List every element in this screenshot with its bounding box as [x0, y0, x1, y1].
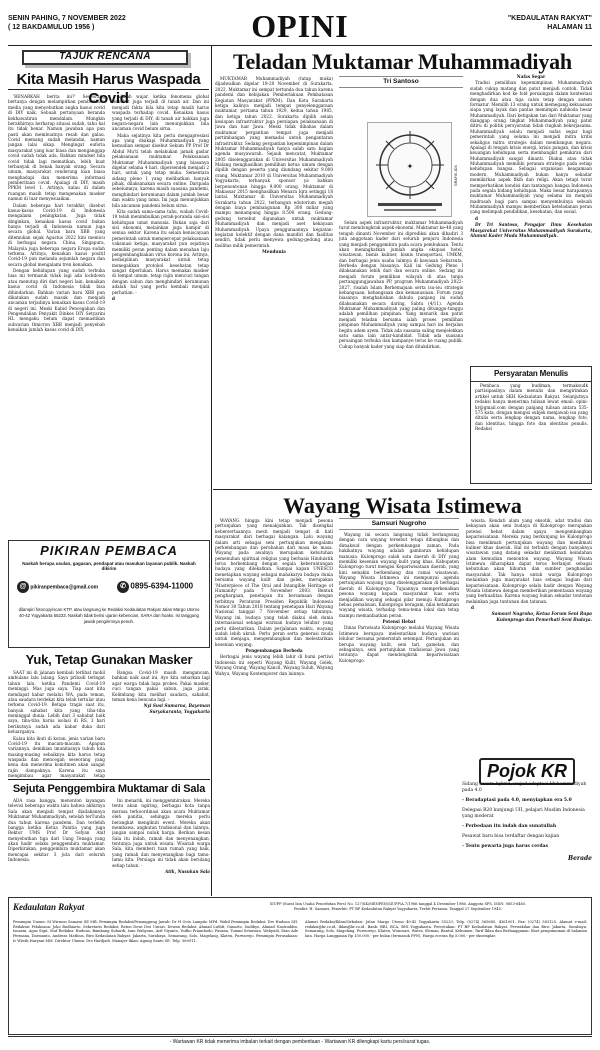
- section-divider: [213, 489, 592, 490]
- sala-column-2: [112, 798, 210, 892]
- impressum-right-text: Alamat Redaksi/Iklan/Sirkulasi: Jalan Margo Utomo 40-42 Yogyakarta 55233, Telp. (0274) 565685, 4361001. Fax: (0274) 563125. Alamat e-mail: redaksi@kr.co.id, iklan@kr.co.id. Bank: BRI, BCA, BNI Yogyakarta. Percetakan: PT BP Kedaulatan Rakyat. Perwakilan dan Biro: Jakarta, Surabaya, Semarang, Solo, Magelang, Purworejo, Klaten, Wonosari, Wates, Sleman, Bantul, Kebumen. Tarif Iklan dan Berlangganan: lihat pengumuman di halaman lain. Harga Langganan Rp 150.000,- per bulan (termasuk PPN). Harga eceran Rp 5.000,- per eksemplar.: [305, 920, 587, 939]
- masker-paragraph: SAAT ini di jalanan kembali terlihat mobil ambulans lalu lalang. Saya pribadi teringat tahun lalu, ketika Pandemi Covid-19 meninggi. Mas juga saya. Tiap saat kita mendapat kabar melalui WA, pada teman, atau saudara terdekat kita telah tertular atau terkena Covid-19. Betapa tragis saat itu, banyak sahabat kita yang tiba-tiba meninggal dunia. Lebih dari 3 sahabat baik saya, tiba-tiba harus isolasi di RS, 3 hari berikutnya sudah ada kabar duka dari keluarganya.: [8, 670, 105, 735]
- masthead-date-block: [8, 14, 126, 33]
- page-number: HALAMAN 11: [547, 24, 592, 32]
- muktamar-column-3: [470, 74, 592, 362]
- pikiran-contacts: [17, 581, 203, 599]
- muktamar-paragraph: Tradisi pemilihan kepemimpinan Muhammadiyah sudah cukup matang dan patut menjadi contoh. Tidak menghadirkan kod ke fold persaingan dalam kontestasi dengan dua atau tiga calon tetap dengan sistem formatur. Memilih 13 orang untuk memegang kekuasaan siapa yang layak dan pantas memimpin nahkoda besar Muhammadiyah. Dari ketigakan tan dari Muktamar yang dianggap orang tingkat Muhammadiyah yang patut ditiru di politik persyaratan tidak ringkah bekerjasama. Muhammadiyah selalu menjadi nafas segar bagi pemerintah yang selama ini menjadi mitra kritis sekaligus mitra strategis dalam membangun negara. Apalagi di tengah krisis energi, krisis pangan, dan krisis keuangan kehidupan serta membangkit pemikiran dari Muhammadiyah sangat dinanti. Diakui atau tidak Muhammadiyah memiliki peranan strategis pada setiap kehidupan bangsa. Sebagai organisasi keagamaan modern, Muhammadiyah bukan hanya sekadar memikirkan aspek fikih dan religi. Akan tetapi turut memperhatikan kondisi dan tantangan bangsa Indonesia pada segala bidang kehidupan. Maka besar harapannya muktamar Muhammadiyah yang selama ini menjadi madrasah bagi para sampai menyembulnya sebuah Muhammadiyah mampu memberikan keteladanan peran yang melimpah pendidikan, kesehatan, dan sosial.: [470, 80, 592, 215]
- wisata-byline: Samsuri Nugroho: [339, 518, 459, 530]
- pojok-answer: - Perbedaan itu indah dan sunatullah: [462, 824, 557, 830]
- wisata-end-mark: d: [471, 605, 474, 610]
- whatsapp-icon: ✆: [117, 581, 129, 593]
- masker-column-1: [8, 670, 105, 778]
- impressum-siupp: SIUPP (Surat Izin Usaha Penerbitan Pers) No. 127/SK/MENPEN/SIUPP/A.7/1986 tanggal 4 Desember 1986. Anggota SPS, ISSN: 0853-6465.: [269, 902, 527, 906]
- masker-headline: Yuk, Tetap Gunakan Masker: [25, 652, 193, 667]
- photo-credit: GRAFIS JOS: [454, 165, 458, 186]
- muktamar-end-mark: d: [475, 215, 478, 221]
- wisata-paragraph: WAYANG hingga kini tetap menjadi pesona pertunjukan yang menakjubkan. Tak disengkal kebersertaannya mesti menjadi tempat di hati masyarakat dari berbagai kalangan. Lalu wayang dalam arti sebagai seni pertunjukan mengalami perkembangan dan perubahan dari masa ke masa. Wayang pada awalnya merupakan kebutuhan pemenuhan spiritual religius yang berbasis Hinduistik terus berkembang dengan segala keberuntungan budaya yang dilekatkan. Sampai kapan UNESCO menetapkan wayang sebagai mahakarya budaya dunia bersama wayang kulit dan golek, merupakan 'Masterpiece of The Oral and Intangible Heritage of Humanity' pada 7 November 2003. Bentuk penghargaan, penetapan itu bersamaan dengan terbitnya Peraturan Presiden Republik Indonesia Nomor 30 Tahun 2018 tentang penetapan Hari Wayang Nasional tanggal 7 November setiap tahunnya. Wayang ini, budaya yang telah diakui oleh dunia internasional sebagai warisan budaya leluhur yang perlu dilestarikan. Dalam perjalanan waktu, wayang sudah lebih akrab. Perlu peran serta generasi muda untuk menjaga, mengembangkan dan melestarikan kesenian wayang.: [215, 518, 333, 647]
- email-address: pikiranpembaca@gmail.com: [30, 584, 99, 591]
- email-contact[interactable]: [17, 581, 98, 593]
- impressum-left-text: Pemimpin Umum: M Wirmon Samawi SE MB. Pemimpin Redaksi/Penanggung Jawab: Dr H Octo Lampito MPd. Wakil Pemimpin Redaksi: Drs Hudono SH. Redaktur Pelaksana: Joko Budhiarto. Sekretaris Redaksi: Retno Dewi Dwi Untari. Dewan Redaksi: Ahmad Luthfi, Gunarto, Sudibyo, Ahmad Nasiruddin, Isnaeni, Agus Sigit. Staf Redaksi: Hudono, Bambang Suhardi, Isnu Wahyono, Arif Giyanto, Yudho Priambodo, Fauzan, Tommi Setiawan, Wahyudi, Dian Ade Permana, Darmanto, Andreas Mathius. Biro Kedaulatan Rakyat: Jakarta, Surabaya, Semarang, Solo, Magelang, Klaten, Purworejo. Pemimpin Perusahaan: Ir Wiwik Haryani MM. Direktur Utama: Drs Hardjadi. Manajer Iklan: Agung Santo SE. Telp. 560911.: [13, 920, 298, 943]
- persyaratan-title: Persyaratan Menulis: [471, 369, 591, 382]
- pojok-question: Pesawat baru bisa terdaftar dengan kajian: [462, 834, 560, 840]
- tajuk-paragraph: Maka sejatinya kita perlu mengapresiasi apa yang disikapi Muhammadiyah yang kemudian sempat disebut Sekum PP Prof Dr Abdul Mu'ti telah melakukan jamak gaslar pelaksanaan muktamar. Pelaksanaan Muktamar Muhammadiyah yang biasanya digelar selama 4 hari, dipersendek menjadi 2 hari, untuk yang tetap muka. Sementara sidang pleno I yang melibatkan banyak pihak, dilaksanakan secara online. Daripada sebelumnya, karena masih suasana pandemi, menghindari kerumunan dalam jumlah besar dan waktu yang lama. Ini juga menunjukkan bila ancaman pandemi belum sirna.: [112, 132, 209, 208]
- muktamar-author-note: Dr Tri Santoso, Pengajar Ilmu Kesehatan Masyarakat Universitas Muhammadiyah Surakarta, Alumni Kader Muda Muhammadiyah.: [470, 222, 592, 238]
- kr-logo: Kedaulatan Rakyat: [13, 902, 85, 912]
- muktamar-column-1: [215, 76, 333, 488]
- section-divider: [8, 779, 210, 780]
- pojok-question: Sidang secara hybrid, wujud adaptasi Muhammadiyah pada 4.0: [462, 782, 587, 794]
- masthead: [8, 6, 592, 46]
- email-icon: @: [17, 581, 29, 593]
- pikiran-pembaca-box: [8, 540, 210, 648]
- wisata-paragraph: Wayang ini secara langsung tidak berlangsung dengan cara wayang tersebut tetapi dibungkus dan dimaksud dengan perkembangan zaman. Pada hakikatnya wayang adalah gambaran kehidupan manusia. Kulonprogo salah satu daerah di DIY yang memiliki kesenian wayang kulit yang khas. Kabupaten Kulonprogo turut mengisi Kepariwisataan daerah, yang kini semakin berkembang dan ramai wisatawan. Wayang Wisata Istimewa ini mempunyai agenda pertunjukan wayang yang diselenggarakan di berbagai daerah di Kulonprogo. Tujuannya memperkenalkan pesona wayang kepada masyarakat luas serta menjadikan wayang sebagai pilar menuju Kulonprogo bebas pemalsuan, Kulonprogo beragam, nilai ketahanan wayang wisata, terhadap tema-tema lokal dan tetap mampu memanfaatkan peran.: [339, 532, 459, 618]
- wisata-paragraph: wisata. Kendati alam yang eksotik, adat tradisi dan kekayaan akan seni budaya di Kulonprogo merupakan potensi hebat dalam upaya mengembangkan kepariwisataan. Mereka yang berkunjung ke Kulonprogo bisa menikmati pertunjukan wayang dan menikmati kuliner khas daerah. Hal ini terbukti dengan banyaknya wisatawan yang datang sekadar menikmati keindahan alam kemudian menonton wayang. Wayang Wisata Istimewa diharapkan dapat terus berlanjut sebagai kebutuhan akan hiburan dan sumber penghasilan masyarakat. Tak hanya untuk warga Kulonprogo melainkan juga masyarakat luas sebagai bagian dari kepariwisataan. Kulonprogo selalu hadir dengan Wayang Wisata Istimewa dengan memberikan pementasan wayang yang berkualitas. Karena wayang bukan sekadar tontonan melainkan juga tuntunan dan tatanan.: [466, 518, 592, 604]
- tajuk-headline: Kita Masih Harus Waspada Covid: [16, 71, 201, 108]
- masker-column-2: [112, 670, 210, 778]
- section-title: OPINI: [251, 8, 349, 44]
- column-divider: [211, 46, 212, 896]
- wisata-paragraph: Dinas Pariwisata Kulonprogo melalui Wayang Wisata Istimewa berupaya melestarikan budaya warisan leluhur bersama pemerintah setempat. Pertunjukan ini berupa wayang kulit, seni tari, gamelan, dan sebagainya, seni pertunjukan tradisional Jawa yang tentunya dapat mendongkrak kepariwisataan Kulonprogo.: [339, 625, 459, 663]
- issue-date: SENIN PAHING, 7 NOVEMBER 2022: [8, 15, 126, 22]
- masker-author: Nyi Susi Sumarna, Bayeman Suryakaranta, Yogyakarta: [143, 703, 210, 714]
- persyaratan-body: [475, 383, 588, 481]
- tajuk-paragraph: Dalam beberapa hari terakhir, disebut kasus-kasus Covid-19 di Indonesia mengalami peningkatan. Juga tidak dinginkan, kenaikan kasus covid bukan hanya terjadi di Indonesia namun juga secara global. Varian baru XBB yang ditemukan sejak Agustus 2022 kini memicu di berbagai negara. China, Singapura, Malaysia juga beberapa negara Eropa sudah terkena. Artinya, kenaikan kasus positif Covid-19 pun melanda sejumlah negara dan secara global mengalami tren kenaikan.: [8, 202, 105, 267]
- newspaper-page: [8, 6, 592, 1046]
- persyaratan-paragraph: Pembaca yang budiman, termaksudk partisipasinya dalam menulis dan mengirimkan artikel untuk SKH Kedaulatan Rakyat. Selanjutnya redaksi hanya menerima tulisan lewat email: opini-kr@gmail.com dengan panjang tulisan antara 535-575 kata, dengan mengisi subjek menjawab isu yang ditulis serta lengkap dengan nama, lengkap foto, dan identitas, hingga foto dan identitas penulis. Redaksi: [475, 383, 588, 431]
- wisata-headline: Wayang Wisata Istimewa: [283, 493, 522, 518]
- wisata-subhead-pengembangan: Pengembangan Berbeda: [245, 648, 303, 653]
- muktamar-paragraph: MUKTAMAR Muhammadiyah (tatap muka) dijadwalkan digelar 19-20 November di Surakarta, 2022. Muktamar ini sempat tertunda dua tahun karena pandemi dan kebijakan Pemberlakuan Pembatasan Kegiatan Masyarakat (PPKM). Dan Kota Surakarta ketiga kalinya menjadi tempat penyelenggaraan muktamar, pertama tahun 1929, kedua tahun 1985, dan ketiga tahun 2022. Surakarta dipilih selain kesiapan infrastruktur juga persiapan pelaksanaan di Jawa dan luar Jawa. Meski tidak dibahas dalam muktamar, pergantian tempat juga menjadi pertimbangan yang memadai untuk pengantaran infrastruktur. Sedang pergantian kepemimpinan dalam Muktamar Muhammadiyah hanya salah satu bagian agenda musyawarah. Sejauh mencatat, Muktamar 2005 diselenggarakan di Universitas Muhammadiyah Malang menghasilkan pemilihan ketua umum dengan dipilih dengan peserta yang diundang sekitar 9.000 orang. Muktamar 2010 di Universitas Muhammadiyah Yogyakarta, terbanyak sponsor ya bahkan berpenontonan hingga 9.000 orang. Muktamar di Makassar 2015 menghasilkan Menara Iqra setinggi 18 lantai. Muktamar di Universitas Muhammadiyah Surakarta tahun 2022, terbangun edutorium megah dengan biaya pembangunan Rp 300 miliar yang mampu menampung hingga 8.500 orang. Gedung-gedung tersebut digunakan untuk muktamar Muhammadiyah dan menjadi aset kekayaan Muhammadiyah. Upaya penggunaannya kegiatan-kegiatan kolektif dengan dana mandiri dan fasilitas sendiri, tidak perlu menyewa gedung-gedung atau fasilitas milik pemerintah.: [215, 76, 333, 248]
- phone-contact[interactable]: [117, 581, 193, 593]
- muktamar-paragraph: Selain aspek infrastruktur, muktamar Muhammadiyah turut mendongkrak aspek ekonomi. Muktamar ke-48 yang tengah dinanti November ini diprediksi akan dihadiri 3 juta anggotaan kader dari seluruh penjuru Indonesia yang menjadi penggembira pada acara pembukaan. Tentu akan meningkatkan jumlah angka okupasi hotel, wisatawan, bisnis kuliner, bisnis transportasi, UMKM, dan berbagai jenis usaha lainnya di kawasan Sekarsuta. Berbeda dengan biasanya. Kali ini Gedung Pleno I dilaksanakan lebih dari dan secara online. Sedang ini menjadi forum pemilihan wilayah di atas tanpa pertanggungjawaban PP, program Muhammadiyah 2022-2027, risalah Islam Berkemajuan serta isu-isu strategis kebangsaan, kebangsaan dan kemanusiaan. Forum yang biasanya menghabiskan dahulu panjang ini sudah dilaksanakan secara daring, Sabtu (4/11). Agenda Muktamar Muhammadiyah yang paling ditunggu-tunggu adalah pemilihan pimpinan. Yang menarik dan patut menjadi teladan bersama ialah proses pemilihan pimpinan Muhammadiyah yang sampai hari ini berjalan begitu adem ayem. Tidak ada suasana saling menjelekkan satu sama lain antar-kandidat. Tidak ada suasana persaingan terbuka dan kampanye terus ke ruang publik. Cukup banyak kader yang siap dan ditakdirkan.: [339, 220, 463, 349]
- tajuk-end-mark: d: [112, 295, 115, 301]
- pojok-signature: Berade: [568, 854, 592, 862]
- paper-name: "KEDAULATAN RAKYAT": [507, 15, 592, 22]
- tajuk-column-2: [112, 94, 209, 532]
- tajuk-rencana-header: [8, 46, 209, 108]
- persyaratan-box: [470, 366, 592, 484]
- muktamar-column-2: [339, 94, 463, 488]
- wisata-column-3: [466, 518, 592, 752]
- sala-paragraph: ADA rasa bangga, menonton layangan televisi beberapa waktu lalu bahwa akhirnya Sala akan menjadi tempat diadakannya Muktamar Muhammadiyah, setelah terTunda dua tahun karena pandemi. Dan terlebih bangga ketika Ketua Panitia yang juga Rektor UMS Prof Dr Sofyan Anif menyebutkan tiga dari Uang Tenaga yang akan hadir selaku penggembira muktamar. Diperkirakan, penggembira muktamar akan mencapai sekitar 3 juta dari seluruh Indonesia.: [8, 798, 105, 863]
- tajuk-column-1: [8, 94, 105, 532]
- pojok-kr-title: Pojok KR: [479, 758, 575, 785]
- impressum-publisher: Pendiri: H. Samawi, Penerbit: PT BP Kedaulatan Rakyat Yogyakarta, Terbit Pertama: Tanggal 27 September 1945.: [293, 906, 503, 911]
- wisata-column-1: [215, 518, 333, 894]
- sala-headline: Sejuta Penggembira Muktamar di Sala: [12, 783, 206, 795]
- impressum-header: [209, 902, 587, 916]
- tajuk-rencana-badge: TAJUK RENCANA: [22, 50, 188, 65]
- phone-number: 0895-6394-11000: [130, 581, 194, 591]
- masker-paragraph: Bangsa Covid-19 masih mengancam, bahkan naik saat ini. Ayo kita sebarkan lagi agar warga tidak lupa prokes. Pakai masker, cuci tangan pakai sabun, jaga jarak. Kelimbang kita melihat saudara, sahabat, teman kena bencana lagi. -: [112, 670, 210, 702]
- wisata-subhead-potensi: Potensi Hebat: [382, 619, 416, 624]
- tajuk-paragraph: 'BENARKAH berita ini?' Seseorang bertanya dengan melampirkan pemberitaan media yang menyebutkan angka kasus covid di DIY naik. Sebuah pertanyaan beranda kekhawatiran mendalam. Mungkin berakhirnya berharap situasi sudah, tahu hal itu tidak benar. Namun jawaban apa pun pasti akan membuatnya resah dan galau. Covid memang sudah melandai, namun jangan lalai sikap. Mengingat euforia masyarakat yang luar biasa dan menganggap covid sudah tidak ada. Bahkan mindset bila covid tidak lagi mematikan, lebih kuat terbanyak di benak banyak orang. Secara umum, masyarakat cenderung kian biasa menghadapi dan menerima informasi pemberitaan covid. Apalagi di DIY, masih PPKM level 1. Artinya, kalau di dalam ruangan masih tetap mengenakan masker namun di luar menyesuaikan.: [8, 94, 105, 202]
- sala-column-1: [8, 798, 105, 892]
- masker-paragraph: Kalau kita ikuti di koran, jenis varian baru Covid-19 itu macam-macam. Apapun variannya, demikian imunitasnya tubuh kita masing-masing sebaiknya kita harus tetap waspada dan mencegah seseorang yang kena dan menerima komitmen akan sangat rajin dampaknya. Karena itu saya mengimbau agar masyarakat tetap: [8, 735, 105, 778]
- muktamar-subhead-nafas: Nafas Segar: [516, 74, 546, 79]
- tajuk-paragraph: Kita sudah sama-sama tahu, wabah Covid-19 telah menimbulkan porak-poranda sisi-sisi kehidupan umat manusia. Bukan saja dari sisi ekonomi, melainkan juga hampir di semua sektor. Karena itu selain keniscayaan pemerintah untuk mempercepat pelaksanaan vaksinasi ketiga, masyarakat pun sejatinya memiliki peran penting dalam menahan laju pengembangbiakan virus korona ini. Artinya, kedisiplinan masyarakat untuk tetap menegakkan protokol kesehatan tetap sangat diperlukan. Harus memakai masker di tempat umum, tetap rajin mencuci tangan dengan sabun dan menghindari kerumunan adalah hal yang perlu kembali menjadi perhatian. -: [112, 208, 209, 295]
- wisata-paragraph: Berbagai jenis wayang lebih lahir di bumi pertiwi Indonesia ini seperti Wayang Kulit, Wayang Golek, Wayang Orang, Wayang Kancil, Wayang Suluh, Wayang Wahyu, Wayang Kontemporer dan lainnya.: [215, 654, 333, 676]
- pikiran-pembaca-footnote: dilampiri fotocopy/scan KTP, atau langsung ke Redaksi Kedaulatan Rakyat Jalan Margo Utomo 40-42 Yogyakarta 55233. Naskah tidak berisi ujaran kebencian, SARA dan hoaks. Isi tanggung jawab pengirimnya penuh.: [18, 607, 200, 624]
- muktamar-subhead-mendunia: Mendunia: [262, 249, 286, 254]
- pojok-answer: - Beradaptasi pada 4.0, menyiapkan era 5.0: [462, 798, 572, 804]
- pikiran-pembaca-intro: Naskah berupa usulan, gagasan, pendapat atau masukan layanan publik. Naskah dikirim: [22, 560, 196, 572]
- pikiran-pembaca-title: PIKIRAN PEMBACA: [40, 543, 178, 558]
- muktamar-headline: Teladan Muktamar Muhammadiyah: [233, 49, 572, 74]
- pojok-answer: - Tentu pewarta juga harus cerdas: [462, 844, 549, 850]
- sala-paragraph: Ini menarik, ini menggembirakan. Mereka tentu akan ngiring, berbagai kota tanpa merasa terkoordinasi akan acara Muktamar oleh panitia, sehingga mereka perlu berangkat mengikuti event. Mereka akan membawa, angkutan tradisional dan lainnya, jangan sampai nuluk harga. Berikan kesan Sala itu indah, ramah dan menyenangkan, tentunya juga untuk wisata. Wisatah warga Sala, kita memberi tuan rumah yang baik, yang ramah dan menyenangkan bagi tamu-tamu kita. Persiaga ini tidak akan berulang setiap tahun. -: [112, 798, 210, 868]
- impressum-box: [8, 897, 592, 1035]
- tajuk-paragraph: Adalah wajar, ketika fenomena global tersebut juga terjadi di tanah air. Dan ini menjadi fakta bila kita tetap masih harus waspada terhadap covid. Kenaikan kasus yang terjadi di DIY, di tanah air bahkan juga negara-negara lain menunjukkan bila ancaman covid belum sirna.: [112, 94, 209, 132]
- page-footer: - Wartawan KR tidak menerima imbalan terkait dengan pemberitaan - Wartawan KR dilengkapi kartu pers/surat tugas.: [8, 1036, 592, 1045]
- masthead-page-block: [508, 14, 592, 33]
- muktamar-byline: Tri Santoso: [339, 76, 463, 88]
- wisata-column-2: [339, 532, 459, 894]
- wisata-author-note: Samsuri Nugroho, Ketua Forum Seni Rupa Kulonprogo dan Pemerhati Seni Budaya.: [491, 611, 592, 622]
- pojok-kr-content: [462, 782, 592, 867]
- tajuk-paragraph: Dengan kehidupan yang sudah terbuka luas ini termasuk tidak lagi ada lockdown atau menutup diri dari negeri lain, kenaikan kasus covid di Indonesia tidak bisa dihindarkan. Bahkan varian baru XBB pun dikatakan sudah masuk dan menjadi ancaman terjadinya kenaikan kasus Covid-19 di negeri ini. Meski Kabid Pencegahan dan Pengendalian Penyakit Dinkes DIY Setyarini HL mengaku belum dapat memastikan subvarian Omicron XBB menjadi penyebab kenaikan jumlah kasus covid di DIY.: [8, 268, 105, 333]
- issue-hijri-date: ( 12 BAKDAMULUD 1956 ): [8, 24, 95, 32]
- svg-text:✦: ✦: [406, 162, 414, 171]
- pojok-question: Delegasi R20 kunjungi UII, pelajari Muslim Indonesia yang moderat: [462, 808, 585, 820]
- sala-author: Atik, Nusukan Sala: [165, 868, 210, 874]
